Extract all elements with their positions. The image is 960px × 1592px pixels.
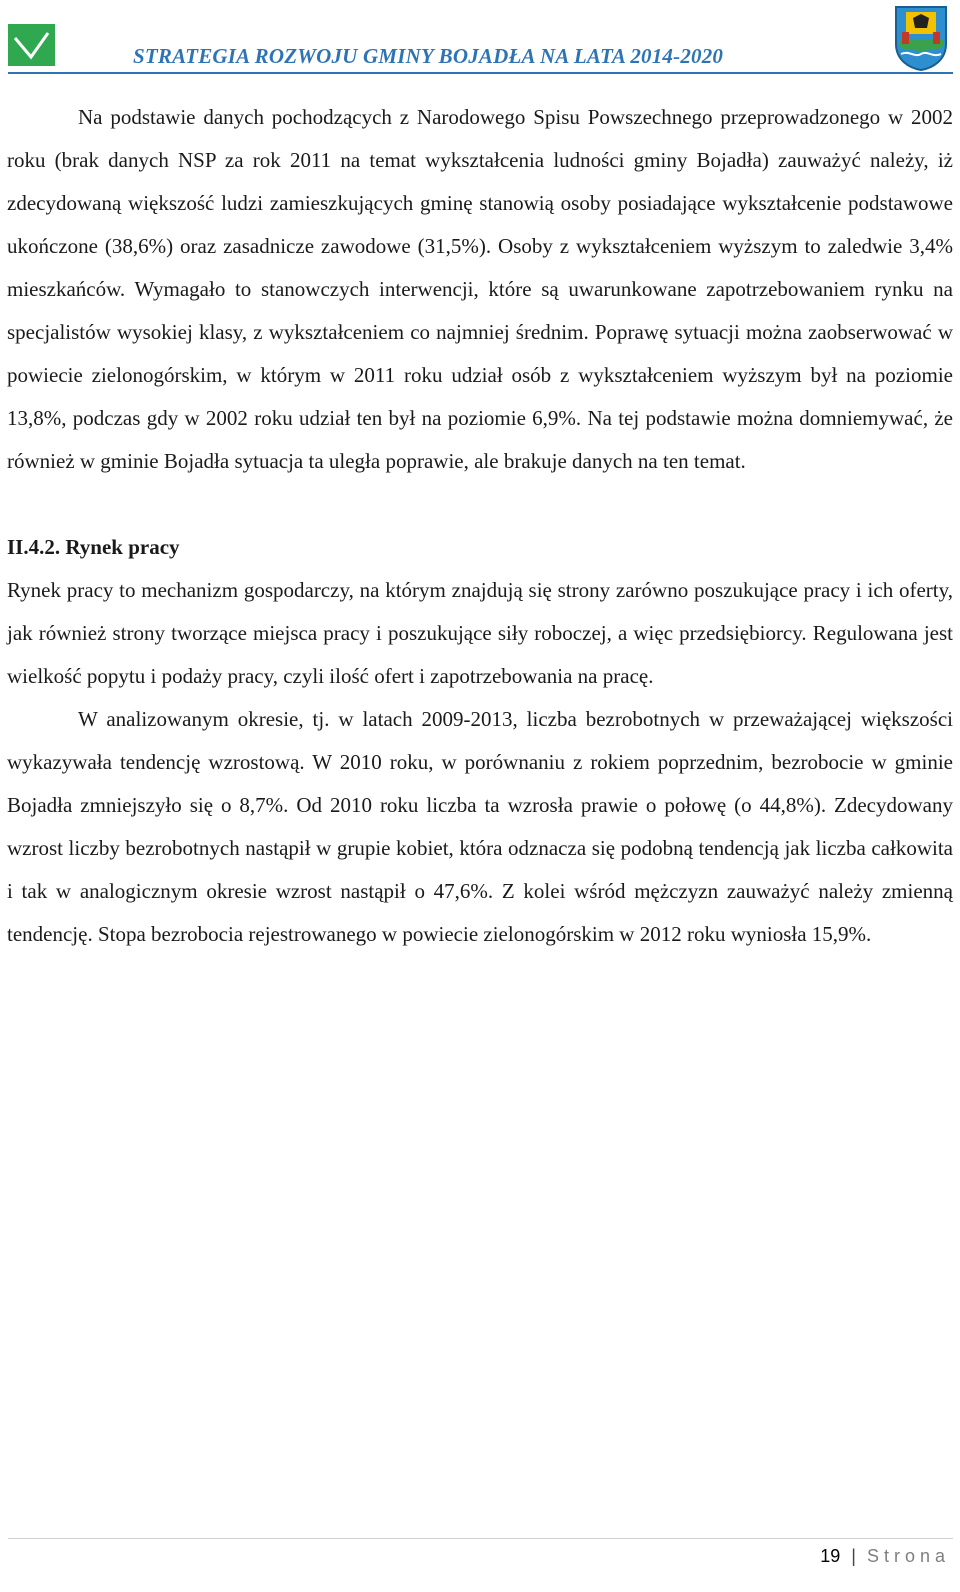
header-divider [8,72,953,74]
page-number: 19 [820,1546,841,1566]
paragraph-education: Na podstawie danych pochodzących z Narodowego Spisu Powszechnego przeprowadzonego w 2002 roku (brak danych NSP za rok 2011 na temat wykształcenia ludności gminy Bojadła) zauważyć należy, iż zdecydowaną większość ludzi zamieszkujących gminę stanowią osoby posiadające wykształcenie podstawowe ukończone (38,6%) oraz zasadnicze zawodowe (31,5%). Osoby z wykształceniem wyższym to zaledwie 3,4% mieszkańców. Wymagało to stanowczych interwencji, które są uwarunkowane zapotrzebowaniem rynku na specjalistów wysokiej klasy, z wykształceniem co najmniej średnim. Poprawę sytuacji można zaobserwować w powiecie zielonogórskim, w którym w 2011 roku udział osób z wykształceniem wyższym był na poziomie 13,8%, podczas gdy w 2002 roku udział ten był na poziomie 6,9%. Na tej podstawie można domniemywać, że również w gminie Bojadła sytuacja ta uległa poprawie, ale brakuje danych na ten temat. [7,105,953,473]
page-footer [820,1546,950,1567]
page-header [0,0,960,80]
check-logo-icon [8,24,55,66]
paragraph-labour-market: Rynek pracy to mechanizm gospodarczy, na którym znajdują się strony zarówno poszukujące pracy i ich oferty, jak również strony tworzące miejsca pracy i poszukujące siły roboczej, a więc przedsiębiorcy. Regulowana jest wielkość popytu i podaży pracy, czyli ilość ofert i zapotrzebowania na pracę. [7,578,953,688]
footer-divider [8,1538,953,1539]
document-title: STRATEGIA ROZWOJU GMINY BOJADŁA NA LATA 2014-2020 [133,44,724,68]
footer-separator: | [851,1546,856,1566]
coat-of-arms-icon [893,4,949,72]
page-content [7,96,953,956]
page-label: Strona [866,1546,950,1566]
paragraph-unemployment: W analizowanym okresie, tj. w latach 2009-2013, liczba bezrobotnych w przeważającej większości wykazywała tendencję wzrostową. W 2010 roku, w porównaniu z rokiem poprzednim, bezrobocie w gminie Bojadła zmniejszyło się o 8,7%. Od 2010 roku liczba ta wzrosła prawie o połowę (o 44,8%). Zdecydowany wzrost liczby bezrobotnych nastąpił w grupie kobiet, która odznacza się podobną tendencją jak liczba całkowita i tak w analogicznym okresie wzrost nastąpił o 47,6%. Z kolei wśród mężczyzn zauważyć należy zmienną tendencję. Stopa bezrobocia rejestrowanego w powiecie zielonogórskim w 2012 roku wyniosła 15,9%. [7,707,953,946]
section-heading: II.4.2. Rynek pracy [7,535,180,559]
